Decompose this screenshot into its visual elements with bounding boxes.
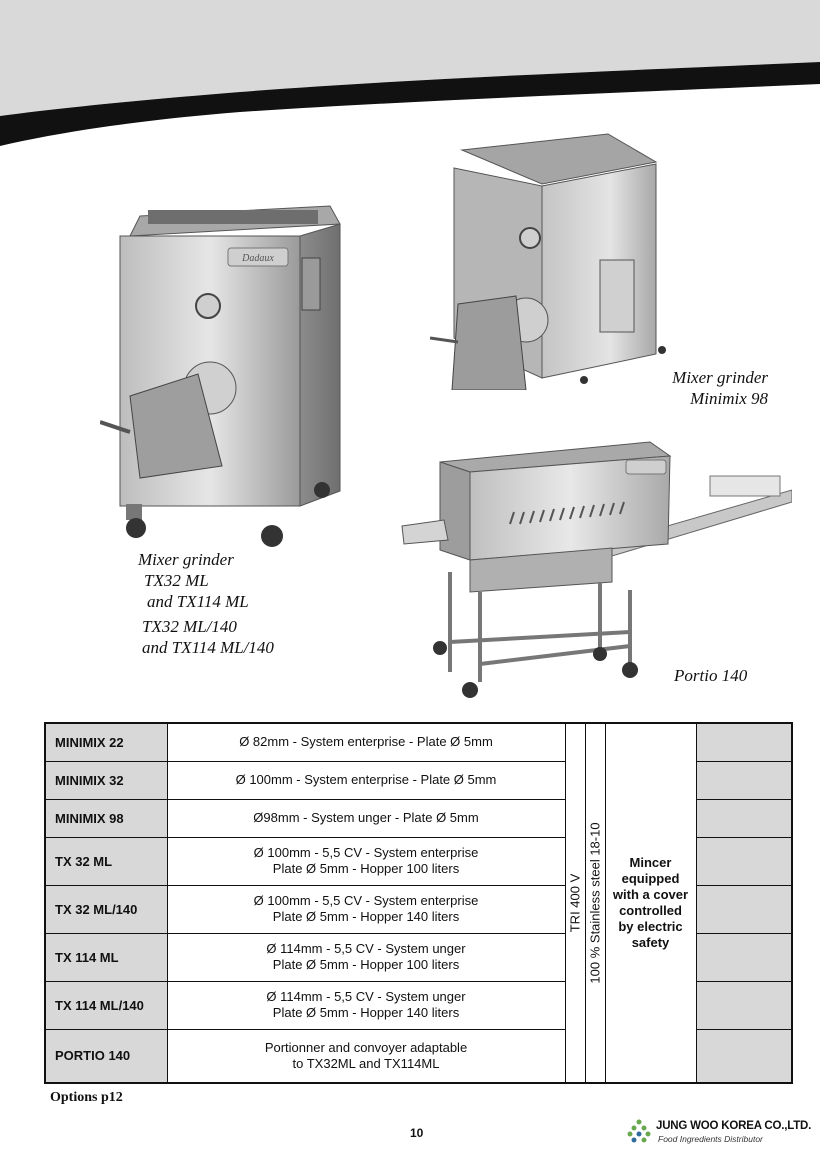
caption-line: and TX114 ML xyxy=(147,592,249,611)
model-description xyxy=(167,723,565,761)
tx32-ml-mixer-grinder-image xyxy=(100,196,350,561)
option-cell xyxy=(696,1029,792,1083)
mincer-note-line: safety xyxy=(631,935,670,950)
model-name: MINIMIX 98 xyxy=(45,799,167,837)
caption-line: Mixer grinder xyxy=(672,368,768,387)
description-line: Plate Ø 5mm - Hopper 100 liters xyxy=(272,861,460,876)
caption-line: Mixer grinder xyxy=(138,550,234,569)
option-cell xyxy=(696,981,792,1029)
description-line: Ø 114mm - 5,5 CV - System unger xyxy=(266,941,466,956)
material-cell xyxy=(585,723,605,1083)
description-line: Ø 100mm - 5,5 CV - System enterprise xyxy=(253,893,479,908)
option-cell xyxy=(696,837,792,885)
mincer-note-line: controlled xyxy=(619,903,682,918)
model-description xyxy=(167,761,565,799)
model-name: MINIMIX 22 xyxy=(45,723,167,761)
option-cell xyxy=(696,933,792,981)
description-line: Plate Ø 5mm - Hopper 100 liters xyxy=(272,957,460,972)
tx32-caption xyxy=(138,549,274,658)
option-cell xyxy=(696,885,792,933)
portio-140-caption xyxy=(674,665,747,686)
caption-line: TX32 ML/140 xyxy=(142,617,237,636)
option-cell xyxy=(696,761,792,799)
model-name: TX 32 ML xyxy=(45,837,167,885)
logo-tagline: Food Ingredients Distributor xyxy=(658,1134,763,1144)
description-line: Ø 114mm - 5,5 CV - System unger xyxy=(266,989,466,1004)
page-number: 10 xyxy=(410,1126,424,1140)
mincer-note-line: equipped xyxy=(621,871,680,886)
description-line: to TX32ML and TX114ML xyxy=(292,1055,440,1071)
portio-140-image xyxy=(400,432,792,700)
model-name: MINIMIX 32 xyxy=(45,761,167,799)
model-name: TX 32 ML/140 xyxy=(45,885,167,933)
minimix-98-mixer-grinder-image xyxy=(430,128,680,390)
model-name: PORTIO 140 xyxy=(45,1029,167,1083)
mincer-note-line: by electric xyxy=(618,919,683,934)
option-cell xyxy=(696,723,792,761)
model-description xyxy=(167,799,565,837)
description-line: Ø 82mm - System enterprise - Plate Ø 5mm xyxy=(239,734,493,750)
caption-line: Minimix 98 xyxy=(690,389,768,408)
table-row xyxy=(45,723,792,761)
logo-mark-icon xyxy=(626,1118,652,1146)
description-line: Ø98mm - System unger - Plate Ø 5mm xyxy=(253,810,479,825)
options-note: Options p12 xyxy=(50,1090,123,1105)
model-description xyxy=(167,1029,565,1083)
model-description xyxy=(167,837,565,885)
model-description xyxy=(167,981,565,1029)
voltage-cell xyxy=(565,723,585,1083)
description-line: Portionner and convoyer adaptable xyxy=(264,1039,468,1055)
mincer-note-line: Mincer xyxy=(629,855,672,870)
model-name: TX 114 ML/140 xyxy=(45,981,167,1029)
header-band xyxy=(0,0,820,160)
caption-line: TX32 ML xyxy=(144,571,209,590)
mincer-note-line: with a cover xyxy=(612,887,689,902)
option-cell xyxy=(696,799,792,837)
material-label: 100 % Stainless steel 18-10 xyxy=(587,822,603,984)
caption-line: and TX114 ML/140 xyxy=(142,638,274,657)
specifications-table xyxy=(44,722,793,1084)
logo-company-name: JUNG WOO KOREA CO.,LTD. xyxy=(656,1120,812,1132)
model-description xyxy=(167,933,565,981)
brand-label: Dadaux xyxy=(242,253,274,264)
caption-line: Portio 140 xyxy=(674,666,748,685)
description-line: Plate Ø 5mm - Hopper 140 liters xyxy=(272,909,460,924)
company-logo xyxy=(626,1116,812,1146)
description-line: Ø 100mm - 5,5 CV - System enterprise xyxy=(253,845,479,860)
minimix-98-caption xyxy=(660,367,768,409)
model-description xyxy=(167,885,565,933)
model-name: TX 114 ML xyxy=(45,933,167,981)
description-line: Ø 100mm - System enterprise - Plate Ø 5mm xyxy=(235,772,497,787)
mincer-note-cell xyxy=(605,723,696,1083)
description-line: Plate Ø 5mm - Hopper 140 liters xyxy=(272,1005,460,1020)
voltage-label: TRI 400 V xyxy=(567,873,583,933)
